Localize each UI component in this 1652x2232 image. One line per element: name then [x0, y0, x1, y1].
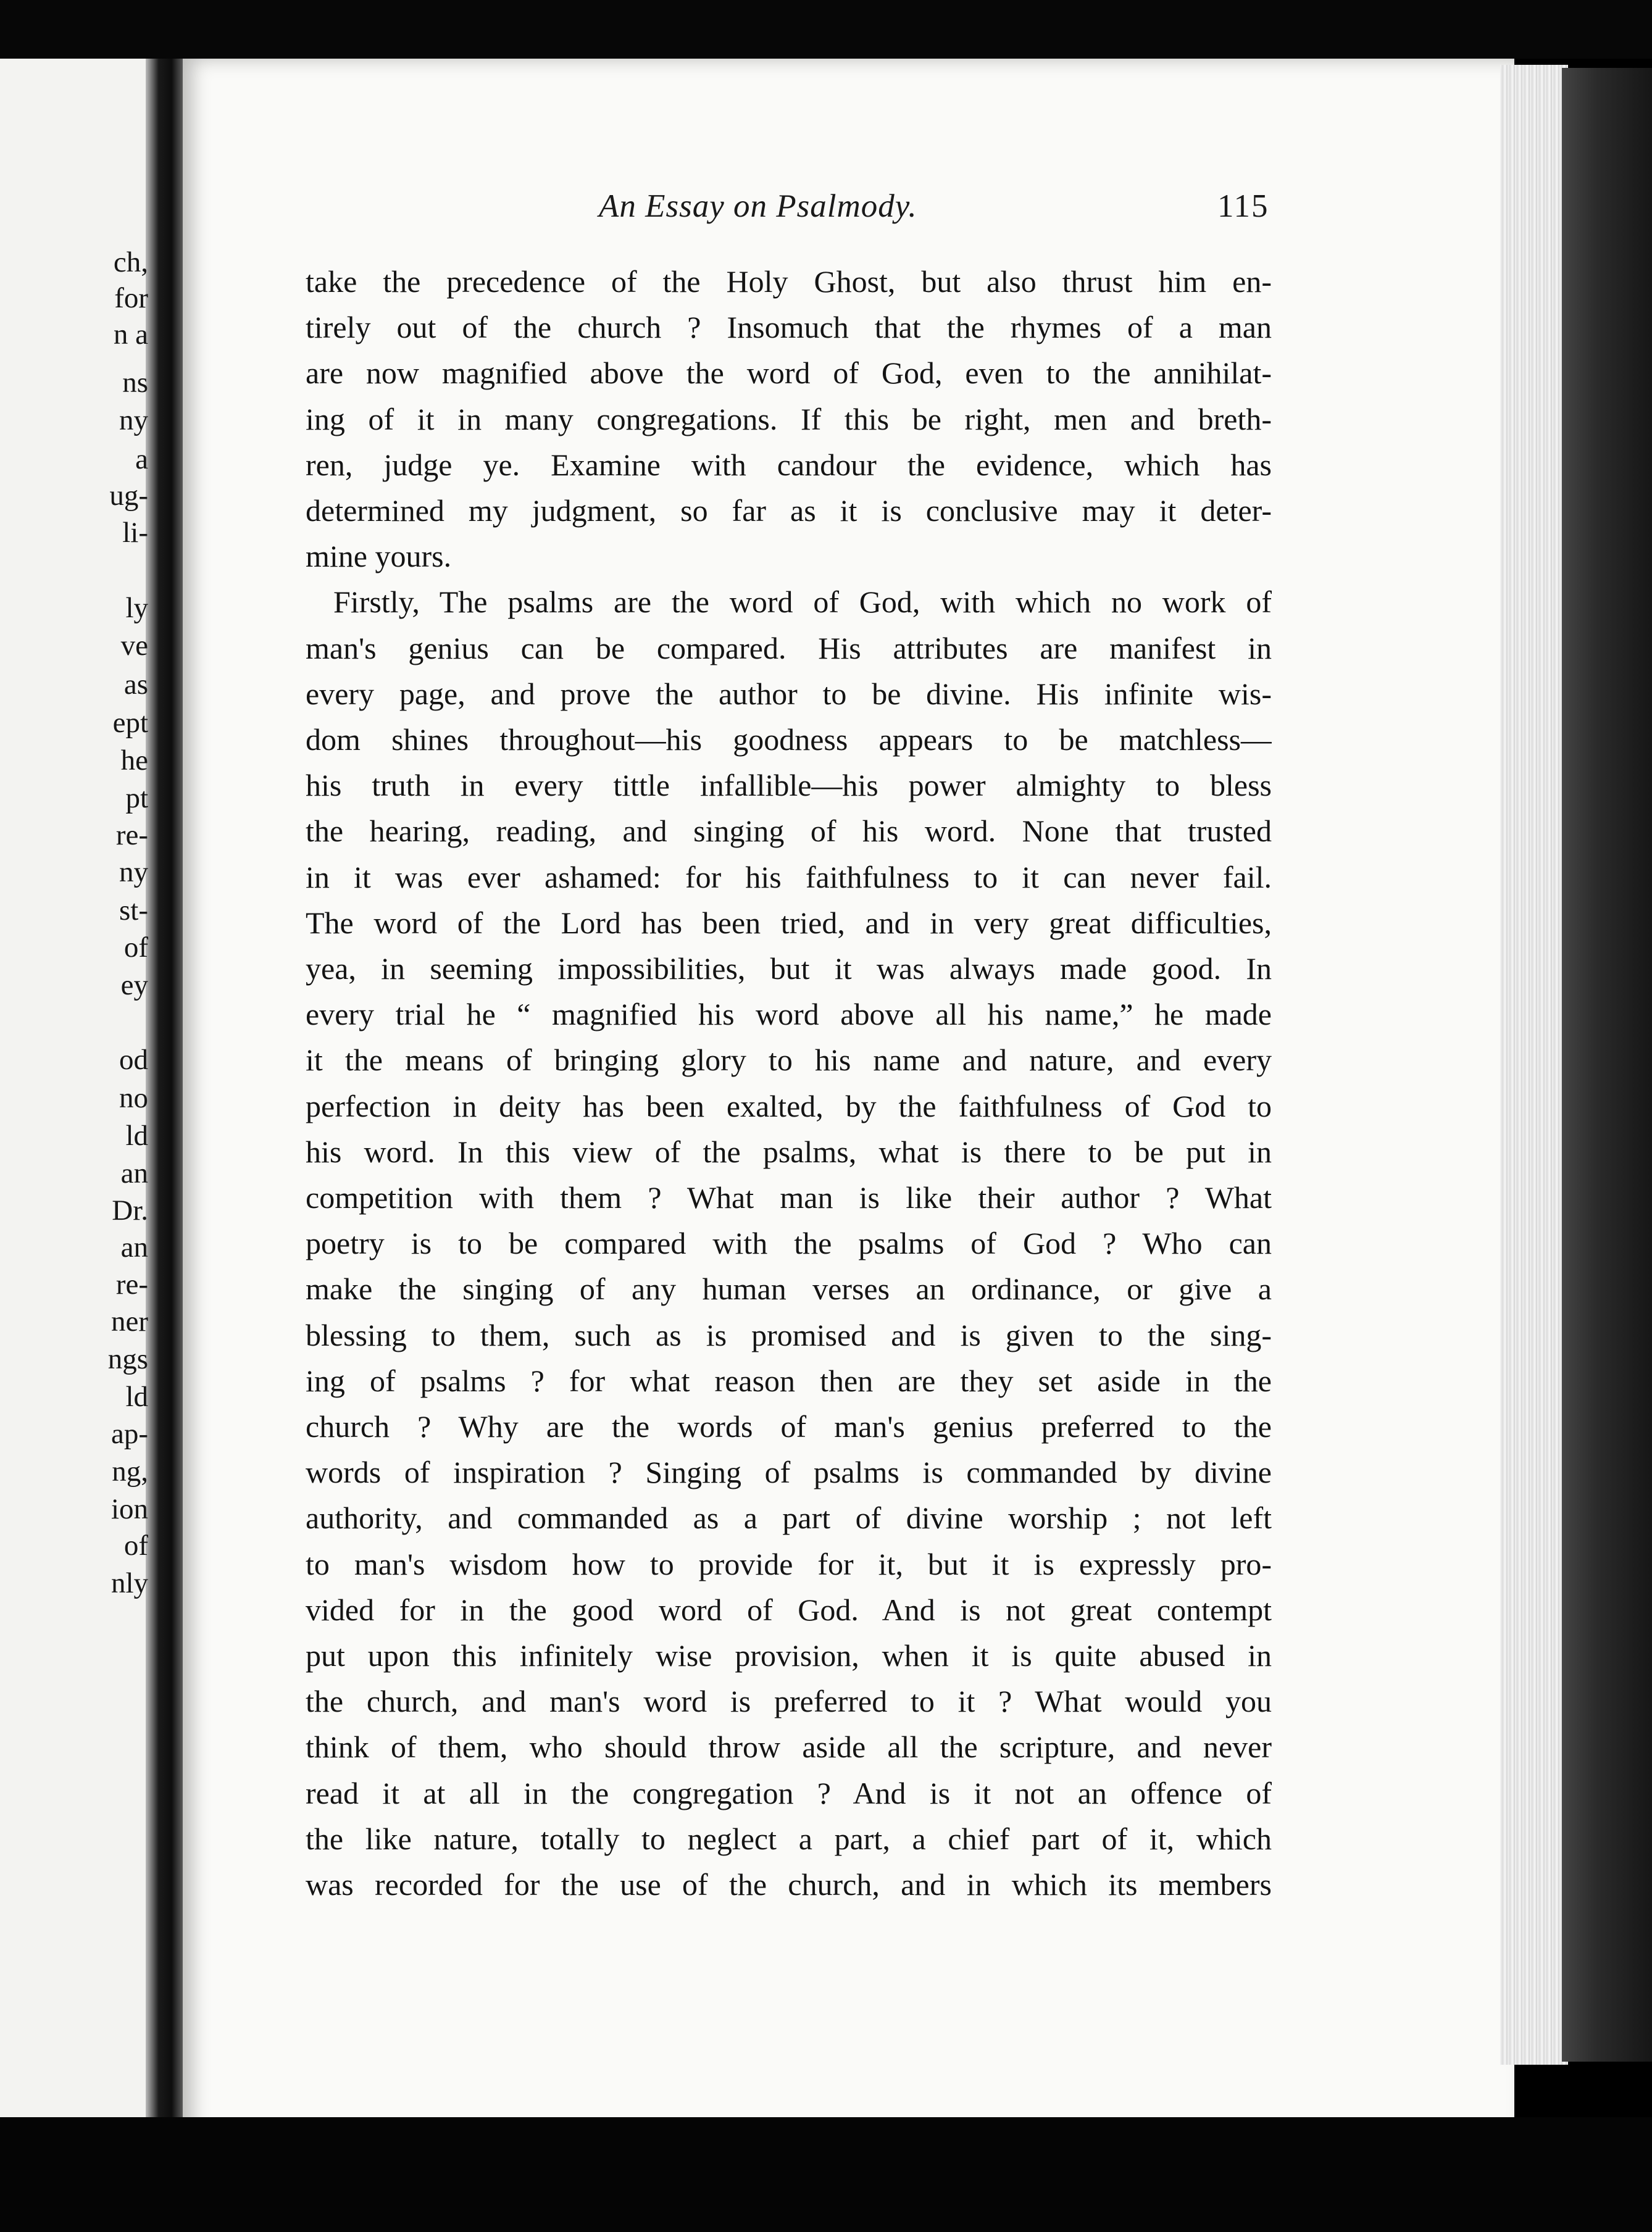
facing-page-fragment: nly	[111, 1567, 148, 1599]
facing-page-fragment: ve	[120, 630, 148, 662]
text-line: determined my judgment, so far as it is conclusive may it deter-	[306, 493, 1272, 528]
scan-bottom-border	[0, 2117, 1652, 2232]
facing-page-fragment: ng,	[112, 1455, 148, 1488]
facing-page-fragment: ld	[125, 1120, 148, 1152]
facing-page-fragment: ug-	[109, 480, 148, 512]
text-line: man's genius can be compared. His attributes are manifest in	[306, 630, 1272, 665]
text-line: authority, and commanded as a part of divine worship ; not left	[306, 1501, 1272, 1536]
facing-page-fragment: st-	[119, 894, 148, 927]
facing-page-fragment: ion	[111, 1493, 148, 1525]
facing-page-fragment: of	[123, 931, 148, 964]
facing-page-fragment: pt	[125, 782, 148, 814]
facing-page-fragment: an	[120, 1157, 148, 1189]
running-head: An Essay on Psalmody.	[599, 188, 917, 224]
text-line: take the precedence of the Holy Ghost, but also thrust him en-	[306, 264, 1272, 299]
text-line: mine yours.	[306, 539, 452, 574]
text-line: his truth in every tittle infallible—his power almighty to bless	[306, 768, 1272, 803]
facing-page-fragment: n a	[113, 319, 148, 351]
text-line: was recorded for the use of the church, and in which its members	[306, 1867, 1272, 1902]
text-line: The word of the Lord has been tried, and in very great difficulties,	[306, 905, 1272, 940]
text-line: tirely out of the church ? Insomuch that the rhymes of a man	[306, 310, 1272, 345]
facing-page-fragment: an	[120, 1231, 148, 1264]
facing-page-fragments	[0, 0, 148, 2232]
facing-page-fragment: od	[119, 1044, 148, 1076]
text-line: Firstly, The psalms are the word of God, with which no work of	[333, 585, 1272, 620]
text-line: think of them, who should throw aside all the scripture, and never	[306, 1730, 1272, 1765]
text-line: the hearing, reading, and singing of his word. None that trusted	[306, 814, 1272, 849]
text-line: every page, and prove the author to be divine. His infinite wis-	[306, 676, 1272, 711]
cover-edge	[1562, 68, 1652, 2062]
facing-page-fragment: ngs	[107, 1343, 148, 1375]
text-line: poetry is to be compared with the psalms of God ? Who can	[306, 1226, 1272, 1261]
facing-page-fragment: ept	[112, 707, 148, 739]
facing-page-fragment: he	[120, 744, 148, 777]
facing-page-fragment: a	[135, 443, 148, 475]
text-line: blessing to them, such as is promised and is given to the sing-	[306, 1317, 1272, 1352]
facing-page-fragment: re-	[115, 819, 148, 851]
facing-page-fragment: of	[123, 1530, 148, 1562]
text-line: words of inspiration ? Singing of psalms is commanded by divine	[306, 1455, 1272, 1490]
text-line: are now magnified above the word of God, even to the annihilat-	[306, 356, 1272, 391]
facing-page-fragment: as	[123, 668, 148, 701]
facing-page-fragment: ap-	[111, 1418, 148, 1450]
text-line: every trial he “ magnified his word above all his name,” he made	[306, 997, 1272, 1032]
text-line: the like nature, totally to neglect a part, a chief part of it, which	[306, 1821, 1272, 1856]
facing-page-fragment: ny	[119, 404, 148, 436]
text-line: to man's wisdom how to provide for it, but it is expressly pro-	[306, 1546, 1272, 1581]
facing-page-fragment: ny	[119, 856, 148, 888]
facing-page-fragment: ld	[125, 1381, 148, 1413]
text-line: perfection in deity has been exalted, by the faithfulness of God to	[306, 1088, 1272, 1123]
text-line: read it at all in the congregation ? And is it not an offence of	[306, 1775, 1272, 1810]
facing-page-fragment: no	[119, 1082, 148, 1114]
text-line: ing of it in many congregations. If this be right, men and breth-	[306, 401, 1272, 436]
facing-page-fragment: ly	[125, 592, 148, 624]
facing-page-fragment: ner	[111, 1305, 148, 1338]
text-line: vided for in the good word of God. And is not great contempt	[306, 1592, 1272, 1627]
text-line: church ? Why are the words of man's genius preferred to the	[306, 1409, 1272, 1444]
text-line: yea, in seeming impossibilities, but it was always made good. In	[306, 951, 1272, 986]
page-number: 115	[1217, 188, 1269, 224]
text-line: it the means of bringing glory to his name and nature, and every	[306, 1043, 1272, 1078]
text-line: dom shines throughout—his goodness appears to be matchless—	[306, 722, 1272, 757]
text-line: ing of psalms ? for what reason then are they set aside in the	[306, 1363, 1272, 1398]
scan-top-border	[0, 0, 1652, 59]
text-line: put upon this infinitely wise provision, when it is quite abused in	[306, 1638, 1272, 1673]
text-line: the church, and man's word is preferred to it ? What would you	[306, 1684, 1272, 1719]
text-line: his word. In this view of the psalms, what is there to be put in	[306, 1134, 1272, 1169]
page-edges	[1500, 65, 1568, 2065]
facing-page-fragment: re-	[115, 1268, 148, 1301]
facing-page-fragment: ey	[120, 969, 148, 1001]
text-line: make the singing of any human verses an ordinance, or give a	[306, 1272, 1272, 1307]
gutter-shadow	[146, 59, 183, 2232]
text-line: competition with them ? What man is like their author ? What	[306, 1180, 1272, 1215]
facing-page-fragment: Dr.	[112, 1194, 148, 1226]
text-line: ren, judge ye. Examine with candour the evidence, which has	[306, 447, 1272, 482]
facing-page-fragment: ns	[122, 367, 148, 399]
facing-page-fragment: for	[114, 282, 148, 314]
facing-page-fragment: ch,	[113, 246, 148, 278]
facing-page-fragment: li-	[122, 517, 148, 549]
text-line: in it was ever ashamed: for his faithfulness to it can never fail.	[306, 859, 1272, 894]
